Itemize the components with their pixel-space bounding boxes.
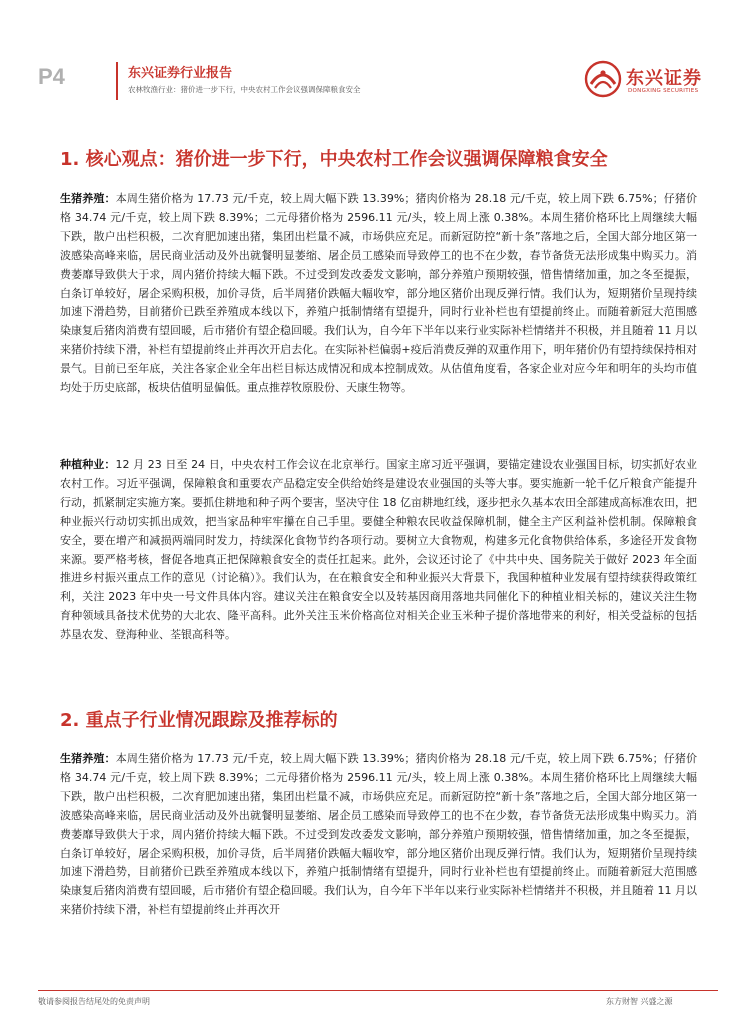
paragraph-label: 生猪养殖： xyxy=(60,192,116,205)
paragraph-label: 种植种业： xyxy=(60,458,116,471)
paragraph-pig-farming-2 xyxy=(60,750,697,920)
paragraph-label: 生猪养殖： xyxy=(60,752,116,765)
paragraph-text: 本周生猪价格为 17.73 元/千克，较上周大幅下跌 13.39%；猪肉价格为 28.18 元/千克，较上周下跌 6.75%；仔猪价格 34.74 元/千克，较上周下跌 8.39%；二元母猪价格为 2596.11 元/头，较上周上涨 0.38%。本周生猪价格环比上周继续大幅下跌，散户出栏积极，二次育肥加速出猪，集团出栏量不减，市场供应充足。而新冠防控“新十条”落地之后，全国大部分地区第一波感染高峰来临，居民商业活动及外出就餐明显萎缩、屠企员工感染而导致停工的也不在少数，春节备货无法形成集中购买力。消费萎靡导致供大于求，周内猪价持续大幅下跌。不过受到发改委发文影响，部分养殖户预期较强，惜售情绪加重，加之冬至提振，白条订单较好，屠企采购积极，加价寻货，后半周猪价跌幅大幅收窄，部分地区猪价出现反弹行情。我们认为，短期猪价呈现持续加速下滑趋势，目前猪价已跌至养殖成本线以下，养殖户抵制情绪有望提升，同时行业补栏也有望提前终止。而随着新冠大范围感染康复后猪肉消费有望回暖，后市猪价有望企稳回暖。我们认为，自今年下半年以来行业实际补栏情绪并不积极，并且随着 11 月以来猪价持续下滑，补栏有望提前终止并再次开启去化。在实际补栏偏弱+疫后消费反弹的双重作用下，明年猪价仍有望持续保持相对景气。目前已至年底，关注各家企业全年出栏目标达成情况和成本控制成效。从估值角度看，各家企业对应今年和明年的头均市值均处于历史底部，板块估值明显偏低。重点推荐牧原股份、天康生物等。 xyxy=(60,192,697,395)
page-number: P4 xyxy=(38,64,65,89)
logo-subtext: DONGXING SECURITIES xyxy=(628,88,699,94)
footer-divider xyxy=(38,990,718,991)
footer-disclaimer: 敬请参阅报告结尾处的免责声明 xyxy=(38,997,150,1006)
section-2-title: 2. 重点子行业情况跟踪及推荐标的 xyxy=(60,710,338,731)
paragraph-text: 本周生猪价格为 17.73 元/千克，较上周大幅下跌 13.39%；猪肉价格为 28.18 元/千克，较上周下跌 6.75%；仔猪价格 34.74 元/千克，较上周下跌 8.39%；二元母猪价格为 2596.11 元/头，较上周上涨 0.38%。本周生猪价格环比上周继续大幅下跌，散户出栏积极，二次育肥加速出猪，集团出栏量不减，市场供应充足。而新冠防控“新十条”落地之后，全国大部分地区第一波感染高峰来临，居民商业活动及外出就餐明显萎缩、屠企员工感染而导致停工的也不在少数，春节备货无法形成集中购买力。消费萎靡导致供大于求，周内猪价持续大幅下跌。不过受到发改委发文影响，部分养殖户预期较强，惜售情绪加重，加之冬至提振，白条订单较好，屠企采购积极，加价寻货，后半周猪价跌幅大幅收窄，部分地区猪价出现反弹行情。我们认为，短期猪价呈现持续加速下滑趋势，目前猪价已跌至养殖成本线以下，养殖户抵制情绪有望提升，同时行业补栏也有望提前终止。而随着新冠大范围感染康复后猪肉消费有望回暖，后市猪价有望企稳回暖。我们认为，自今年下半年以来行业实际补栏情绪并不积极，并且随着 11 月以来猪价持续下滑，补栏有望提前终止并再次开 xyxy=(60,752,697,917)
paragraph-text: 12 月 23 日至 24 日，中央农村工作会议在北京举行。国家主席习近平强调，要锚定建设农业强国目标，切实抓好农业农村工作。习近平强调，保障粮食和重要农产品稳定安全供给始终是建设农业强国的头等大事。要实施新一轮千亿斤粮食产能提升行动，抓紧制定实施方案。要抓住耕地和种子两个要害，坚决守住 18 亿亩耕地红线，逐步把永久基本农田全部建成高标准农田，把种业振兴行动切实抓出成效，把当家品种牢牢攥在自己手里。要健全种粮农民收益保障机制，健全主产区利益补偿机制。保障粮食安全，要在增产和减损两端同时发力，持续深化食物节约各项行动。要树立大食物观，构建多元化食物供给体系，多途径开发食物来源。要严格考核，督促各地真正把保障粮食安全的责任扛起来。此外，会议还讨论了《中共中央、国务院关于做好 2023 年全面推进乡村振兴重点工作的意见（讨论稿）》。我们认为，在在粮食安全和种业振兴大背景下，我国种植种业发展有望持续获得政策红利，关注 2023 年中央一号文件具体内容。建议关注在粮食安全以及转基因商用落地共同催化下的种植业相关标的，建议关注生物育种领域具备技术优势的大北农、隆平高科。此外关注玉米价格高位对相关企业玉米种子提价落地带来的利好，相关受益标的包括苏垦农发、登海种业、荃银高科等。 xyxy=(60,458,697,642)
report-title: 东兴证券行业报告 xyxy=(128,66,233,81)
logo-text: 东兴证券 xyxy=(626,68,702,89)
paragraph-planting-seed xyxy=(60,456,697,645)
page-header xyxy=(0,0,755,110)
logo-mark-icon xyxy=(584,60,622,98)
company-logo xyxy=(584,60,724,100)
footer-slogan: 东方财智 兴盛之源 xyxy=(606,997,673,1006)
section-1-title: 1. 核心观点：猪价进一步下行，中央农村工作会议强调保障粮食安全 xyxy=(60,149,608,170)
paragraph-pig-farming xyxy=(60,190,697,398)
report-subtitle: 农林牧渔行业：猪价进一步下行，中央农村工作会议强调保障粮食安全 xyxy=(128,85,361,94)
header-divider xyxy=(116,62,118,100)
